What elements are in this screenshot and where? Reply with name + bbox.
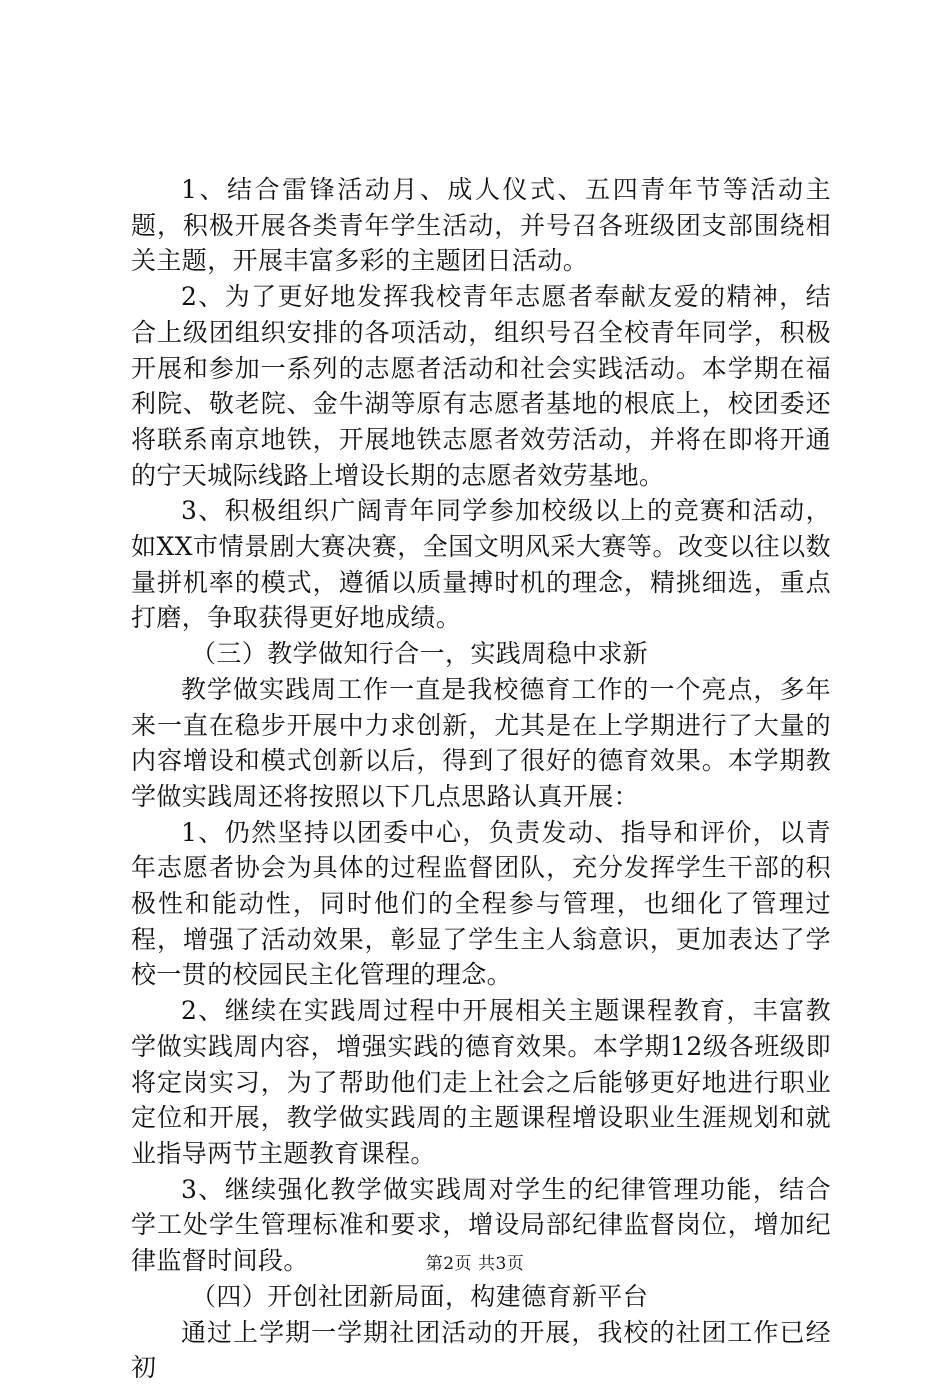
paragraph-activities-themes: 1、结合雷锋活动月、成人仪式、五四青年节等活动主题，积极开展各类青年学生活动，并号召各班级团支部围绕相关主题，开展丰富多彩的主题团日活动。	[131, 175, 831, 276]
paragraph-practice-week-point-3: 3、继续强化教学做实践周对学生的纪律管理功能，结合学工处学生管理标准和要求，增设局部纪律监督岗位，增加纪律监督时间段。	[131, 1174, 831, 1276]
document-body	[131, 172, 831, 1386]
page-number-footer: 第2页 共3页	[425, 1254, 525, 1274]
paragraph-practice-week-point-2: 2、继续在实践周过程中开展相关主题课程教育，丰富教学做实践周内容，增强实践的德育效果。本学期12级各班级即将定岗实习，为了帮助他们走上社会之后能够更好地进行职业定位和开展，教学做实践周的主题课程增设职业生涯规划和就业指导两节主题教育课程。	[131, 996, 831, 1168]
section-heading-clubs: （四）开创社团新局面，构建德育新平台	[191, 1281, 649, 1311]
paragraph-clubs-intro: 通过上学期一学期社团活动的开展，我校的社团工作已经初	[131, 1317, 831, 1383]
paragraph-practice-week-intro: 教学做实践周工作一直是我校德育工作的一个亮点，多年来一直在稳步开展中力求创新，尤其是在上学期进行了大量的内容增设和模式创新以后，得到了很好的德育效果。本学期教学做实践周还将按照以下几点思路认真开展：	[131, 674, 831, 811]
section-heading-practice-week: （三）教学做知行合一，实践周稳中求新	[191, 639, 649, 669]
paragraph-competitions: 3、积极组织广阔青年同学参加校级以上的竞赛和活动，如XX市情景剧大赛决赛，全国文明风采大赛等。改变以往以数量拼机率的模式，遵循以质量搏时机的理念，精挑细选，重点打磨，争取获得更好地成绩。	[131, 496, 831, 633]
paragraph-volunteer-activities: 2、为了更好地发挥我校青年志愿者奉献友爱的精神，结合上级团组织安排的各项活动，组织号召全校青年同学，积极开展和参加一系列的志愿者活动和社会实践活动。本学期在福利院、敬老院、金牛湖等原有志愿者基地的根底上，校团委还将联系南京地铁，开展地铁志愿者效劳活动，并将在即将开通的宁天城际线路上增设长期的志愿者效劳基地。	[131, 282, 831, 490]
paragraph-practice-week-point-1: 1、仍然坚持以团委中心，负责发动、指导和评价，以青年志愿者协会为具体的过程监督团队，充分发挥学生干部的积极性和能动性，同时他们的全程参与管理，也细化了管理过程，增强了活动效果，彰显了学生主人翁意识，更加表达了学校一贯的校园民主化管理的理念。	[131, 817, 831, 990]
